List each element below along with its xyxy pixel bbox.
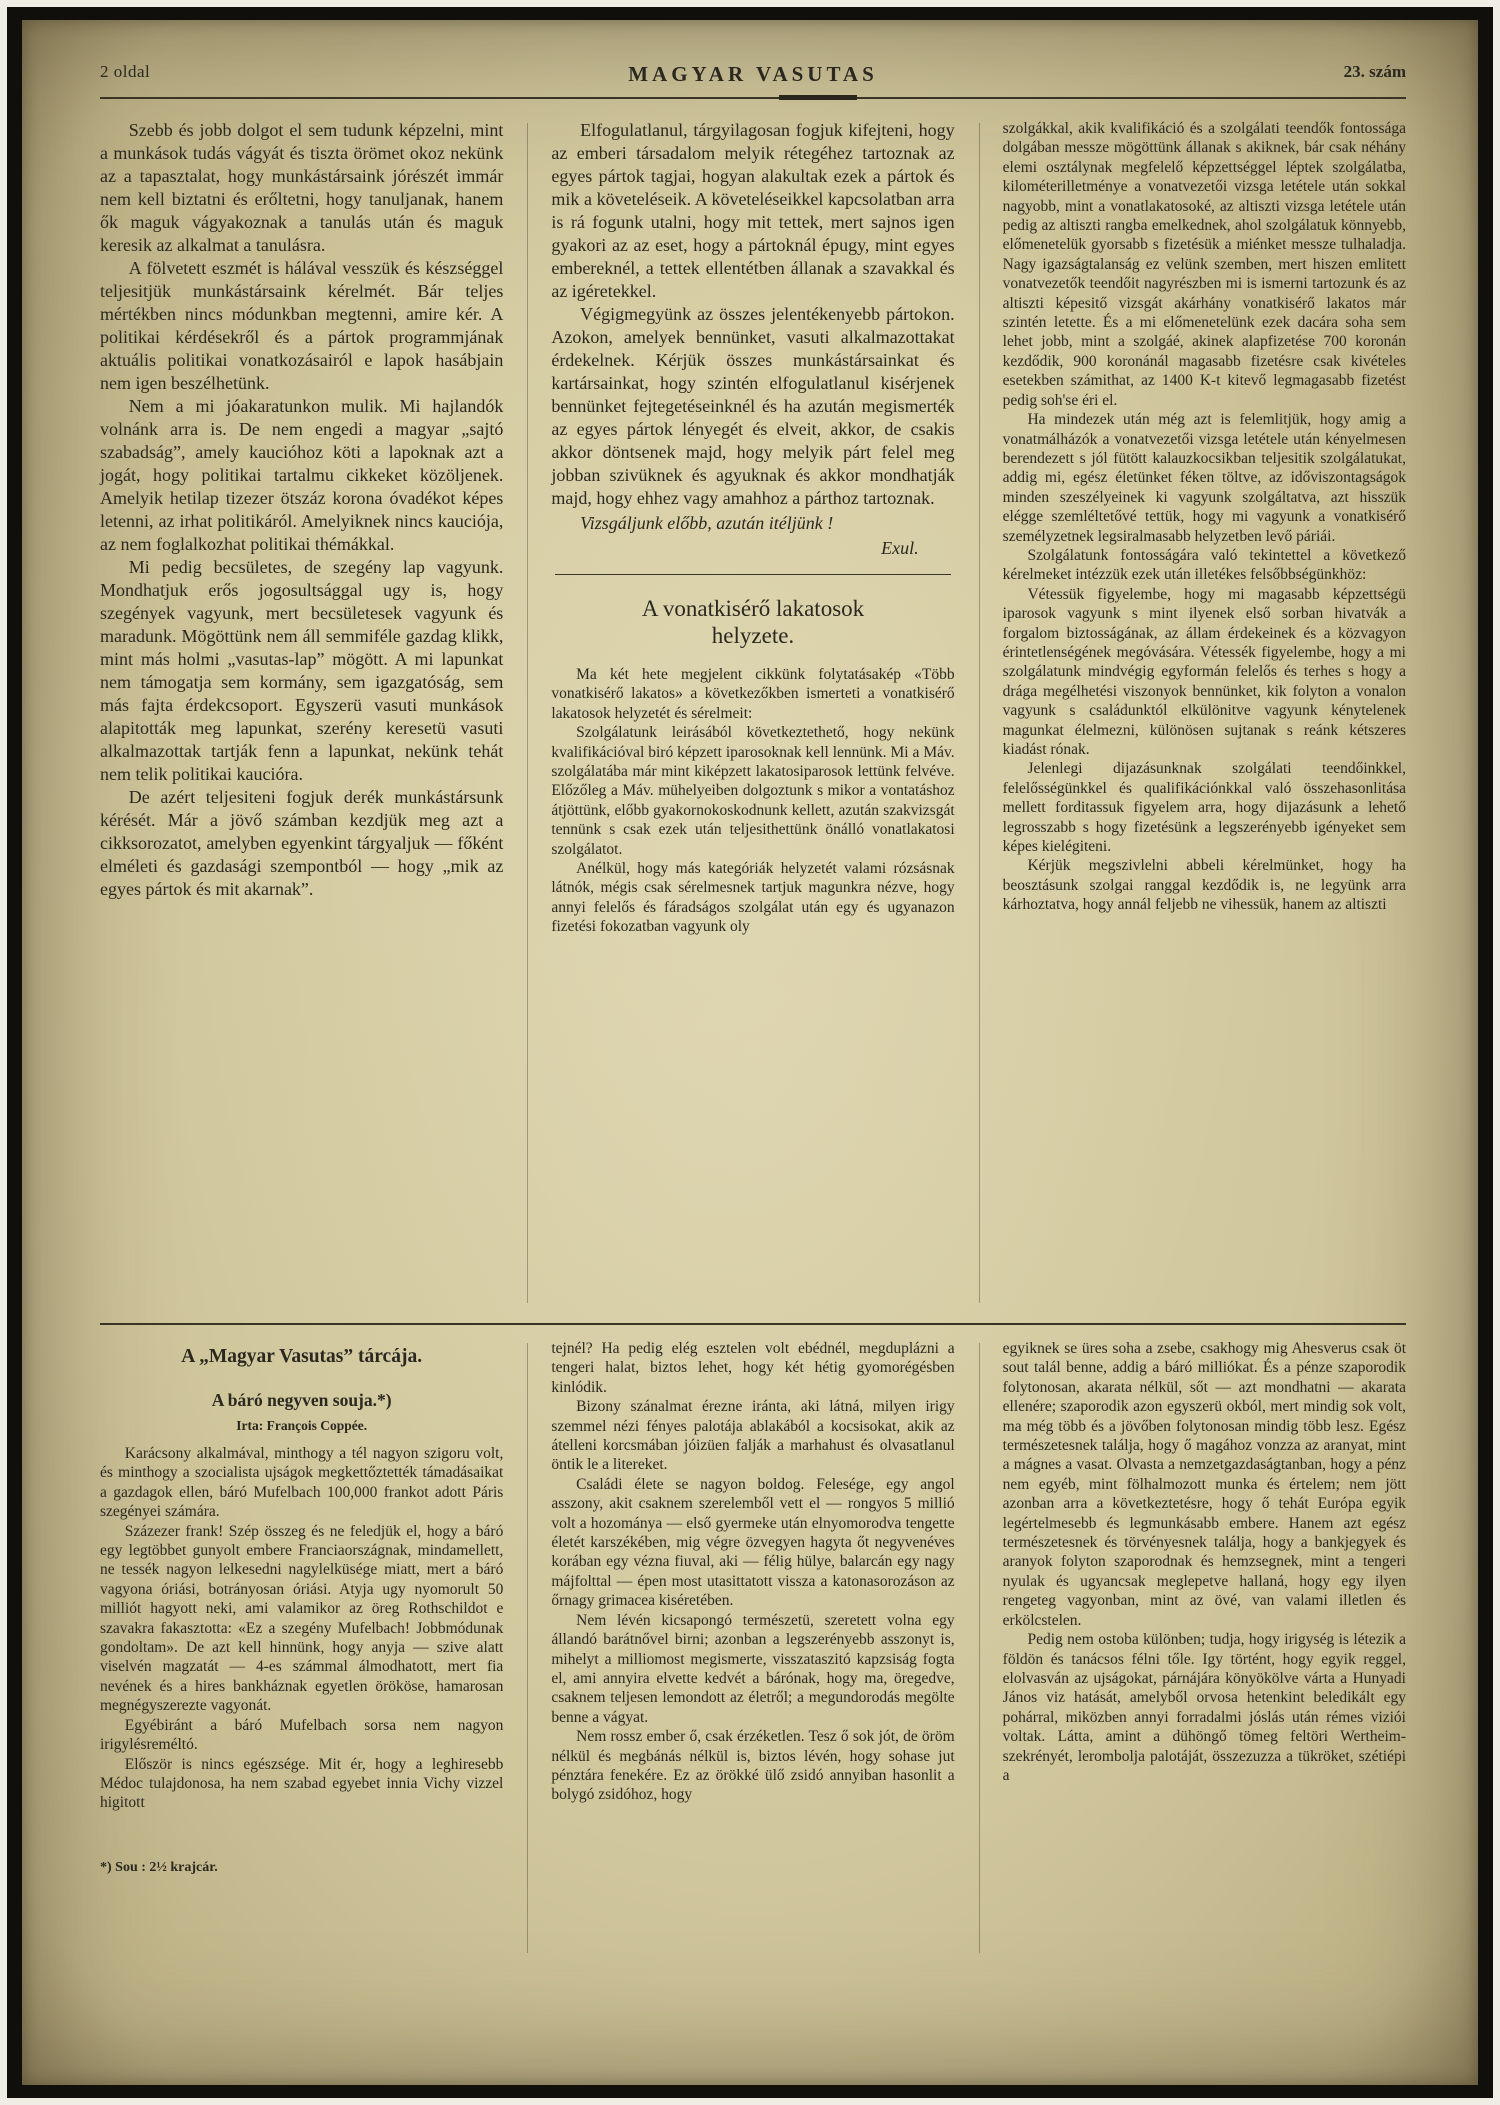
paragraph: Ha mindezek után még azt is felemlitjük, hogy amig a vonatmálházók a vonatvezetői vizsga letétele után kényelmesen berendezett s jól fütött kalauzkocsikban teljesitik szolgálatukat, addig mi, egész életünket féken töltve, az időviszontagságok minden szeszélyeinek ki vagyunk szolgáltatva, azt hisszük elégge szemléltetővé tettük, hogy mi vagyunk a vonatkisérő személyzetnek legsiralmasabb helyzetben levő páriái.	[1002, 411, 1406, 545]
paragraph: tejnél? Ha pedig elég esztelen volt ebédnél, megduplázni a tengeri halat, biztos lehet, hogy két hétig gyomorégésben kinlódik.	[551, 1340, 955, 1396]
paragraph: Százezer frank! Szép összeg és ne feledjük el, hogy a báró egy legtöbbet gunyolt embere Franciaországnak, mindamellett, ne tessék nagyon lelkesedni nagylelküsége miatt, mert a báró vagyona óriási, botrányosan óriási. Atyja ugy nyomorult 50 milliót hagyott neki, ami valamikor az öreg Rothschildot e szavakra fakasztotta: «Ez a szegény Mufelbach! Jobbmódunak gondoltam». De azt kell hinnünk, hogy anyja — szive alatt viselvén magzatát — 4-es számmal álmodhatott, mert fia nevének és a hires bankháznak egyetlen örököse, hamarosan megnégyszerezte vagyonát.	[100, 1522, 504, 1715]
story-paragraphs	[1003, 1339, 1406, 1785]
paragraph: egyiknek se üres soha a zsebe, csakhogy mig Ahesverus csak öt sout talál benne, addig a báró milliókat. És a pénze szaporodik folytonosan, akarata nélkül, sőt — azt mondhatni — akarata ellenére; szaporodik azon egyszerü okból, mert mindig sok volt, ma még több és a jövőben folytonosan mindig több lesz. Egész természetesnek találja, hogy ő magához vonzza az aranyat, mint a mágnes a vasat. Olvasta a nemzetgazdaságtanban, hogy a pénz nem egyéb, mint fölhalmozott munka és értelem; nem jött azonban arra a következtetésre, hogy ő tehát Európa egyik legértelmesebb és legmunkásabb embere. Hanem azt egész természetesnek és törvényesnek találja, hogy a bankjegyek és aranyok folyton szaporodnak és hemzsegnek, mint a tengeri nyulak és ugyancsak meglepetve hallaná, hogy egy ilyen rengeteg vagyonban, mint az övé, van valami illetlen és erkölcstelen.	[1002, 1340, 1406, 1629]
paragraph: Ma két hete megjelent cikkünk folytatásakép «Több vonatkisérő lakatos» a következőkben ismerteti a vonatkisérő lakatosok helyzetét és sérelmeit:	[551, 666, 955, 722]
feuilleton-column-1	[100, 1339, 503, 1959]
article-paragraphs	[551, 665, 954, 937]
paragraph: Végigmegyünk az összes jelentékenyebb pártokon. Azokon, amelyek bennünket, vasuti alkalmazottakat érdekelnek. Kérjük összes munkástársainkat és kartársainkat, hogy szintén elfogulatlanul kisérjenek bennünket fejtegetéseinknél és ha azután megismerték az egyes pártok lényegét és elveit, akkor, de csakis akkor döntsenek majd, hogy melyik párt felel meg jobban szivüknek és agyuknak és akkor mondhatják majd, hogy ehhez vagy amahhoz a párthoz tartoznak.	[551, 304, 955, 508]
editorial-paragraphs	[100, 119, 503, 901]
section-divider-rule	[100, 1323, 1406, 1325]
newspaper-title: MAGYAR VASUTAS	[628, 62, 878, 86]
masthead	[100, 62, 1406, 92]
feuilleton-section-title: A „Magyar Vasutas” tárcája.	[181, 1346, 423, 1367]
paragraph: A fölvetett eszmét is hálával vesszük és készséggel teljesitjük munkástársaink kérelmét. Bár teljes mértékben nincs módunkban megtenni, amire kér. A politikai kérdésekről és a pártok programmjának aktuális politikai vonatkozásairól e lapok hasábjain nem igen beszélhetünk.	[100, 258, 504, 393]
paragraph: Egyébiránt a báró Mufelbach sorsa nem nagyon irigylésreméltó.	[100, 1716, 504, 1754]
main-section	[100, 119, 1406, 1309]
column-rule	[527, 123, 528, 1303]
story-title: A báró negyven souja.*)	[211, 1390, 392, 1410]
paper	[22, 20, 1478, 2085]
paragraph: Nem rossz ember ő, csak érzéketlen. Tesz ő sok jót, de öröm nélkül és megbánás nélkül is, biztos lévén, hogy sohase jut pénztára fenekére. Ez az örökké ülő zsidó annyiban hasonlit a bolygó zsidóhoz, hogy	[551, 1728, 955, 1804]
article-title	[551, 595, 954, 649]
feuilleton-section	[100, 1339, 1406, 1959]
header-rule-wrap	[100, 97, 1406, 105]
paragraph: szolgákkal, akik kvalifikáció és a szolgálati teendők fontossága dolgában messze mögöttünk állanak s akiknek, bár csak néhány elemi osztálynak megfelelő képzettséggel léptek szolgálatba, kilométerilletménye a vonatvezetői vizsga letétele után sokkal nagyobb, mint a vonatlakatosoké, az altiszti vizsga letétele után pedig az altiszti rangba emelkednek, ahol szolgálatuk könnyebb, előmenetelük gyorsabb s fizetésük a miénket messze tulhaladja. Nagy igazságtalanság ez velünk szemben, mert hiszen emlitett vonatvezetők teendőit nagyrészben mi is ismerni tartozunk és az altiszti képesitő vizsgát akárhány vonatkisérő lakatos már szintén letette. És a mi előmenetelünk ezek dacára soha sem lehet jobb, mint a szolgáé, akinek alapfizetése 700 koronán kezdődik, 900 koronánál magasabb fizetésre csak kivételes esetekben számithat, az 1400 K-t kitevő legmagasabb fizetést pedig soh'se éri el.	[1002, 120, 1406, 409]
paragraph: De azért teljesiteni fogjuk derék munkástársunk kérését. Már a jövő számban kezdjük meg azt a cikksorozatot, amelyben egyenkint tárgyaljuk — főként elméleti és gazdasági szempontból — hogy „mik az egyes pártok és mit akarnak”.	[100, 787, 504, 899]
paragraph: Bizony szánalmat érezne iránta, aki látná, milyen irigy szemmel nézi fényes palotája ablakából a kocsisokat, akik az átelleni korcsmában jóizüen falják a marhahust és olvasatlanul öntik le a litereket.	[551, 1398, 955, 1474]
issue-number: 23. szám	[1343, 62, 1406, 81]
author-signature: Exul.	[881, 538, 919, 558]
paragraph: Anélkül, hogy más kategóriák helyzetét valami rózsásnak látnók, mégis csak sérelmesnek tartjuk magunkra nézve, hogy annyi felelős és fáradságos szolgálat után egy és ugyanazon fizetési fokozatban vagyunk oly	[551, 860, 955, 936]
main-column-3	[1003, 119, 1406, 1309]
article-title-line2: helyzete.	[711, 623, 795, 648]
paragraph: Pedig nem ostoba különben; tudja, hogy irigység is létezik a földön és tanácsos félni tőle. Igy történt, hogy egyik reggel, elolvasván az ujságokat, párnájára könyökölve várta a Hunyadi János viz hatását, amelyből orvosa hetenkint beledikált egy pohárral, miközben annyi forradalmi jóslás után rémes viziói voltak. Látta, amint a dühöngő tömeg feltöri Wertheim-szekrényét, lerombolja palotáját, összezuzza a tükröket, szétiépi a	[1002, 1631, 1406, 1784]
story-paragraphs	[551, 1339, 954, 1805]
column-rule	[979, 1343, 980, 1953]
paragraph: Karácsony alkalmával, minthogy a tél nagyon szigoru volt, és minthogy a szocialista ujságok megkettőztették támadásaikat a gazdagok ellen, báró Mufelbach 100,000 frankot adott Páris szegényei számára.	[100, 1445, 504, 1521]
editorial-paragraphs	[551, 119, 954, 510]
article-divider-rule	[555, 574, 950, 575]
paragraph: Elfogulatlanul, tárgyilagosan fogjuk kifejteni, hogy az emberi társadalom melyik rétegéhez tartoznak az egyes pártok tagjai, hogyan alakultak ezek a pártok és mik a követeléseik. A követeléseikkel kapcsolatban arra is rá fogunk utalni, hogy mit tettek, mert sajnos igen gyakori az az eset, hogy a pártoknál épugy, mint egyes embereknél, a tettek ellentétben állanak a szavakkal és az igéretekkel.	[551, 120, 955, 301]
feuilleton-column-3	[1003, 1339, 1406, 1959]
main-column-1	[100, 119, 503, 1309]
story-paragraphs	[100, 1444, 503, 1813]
paragraph: Nem lévén kicsapongó természetü, szeretett volna egy állandó barátnővel birni; azonban a legszerényebb asszonyt is, mihelyt a milliomost megismerte, visszataszitó kapzsiság fogta el, ami annyira elvette kedvét a bárónak, hogy ma, öregedve, csaknem teljesen lemondott az életről; a megundorodás megölte benne a vágyat.	[551, 1611, 955, 1726]
article-paragraphs	[1003, 119, 1406, 915]
story-footnote: *) Sou : 2½ krajcár.	[100, 1859, 218, 1875]
paragraph: Szolgálatunk fontosságára való tekintettel a következő kérelmeket intézzük ezek után illetékes felsőbbségünkhöz:	[1002, 546, 1406, 584]
paragraph: Nem a mi jóakaratunkon mulik. Mi hajlandók volnánk arra is. De nem engedi a magyar „sajtó szabadság”, amely kaucióhoz köti a lapoknak azt a jogát, hogy politikai tartalmu cikkeket közöljenek. Amelyik hetilap tizezer ötszáz korona óvadékot képes letenni, az irhat politikáról. Amelyiknek nincs kauciója, az nem foglalkozhat politikai thémákkal.	[100, 396, 504, 554]
main-column-2	[551, 119, 954, 1309]
column-rule	[979, 123, 980, 1303]
paragraph: Vétessük figyelembe, hogy mi magasabb képzettségü iparosok vagyunk s mint ilyenek első sorban hivatvák a forgalom biztosságának, az állam érdekeinek és a közvagyon érintetlenségének megóvására. Vétessék figyelembe, hogy a mi szolgálatunk mindvégig egyformán felelős és terhes s hogy a drága megélhetési viszonyok bennünket, kik folyton a vonalon vagyunk s családunktól elkülönitve vagyunk kénytelenek magunkat élelmezni, különösen sujtanak s reánk kétszeres kiadást rónak.	[1002, 585, 1406, 758]
paragraph: Szebb és jobb dolgot el sem tudunk képzelni, mint a munkások tudás vágyát és tiszta örömet okoz nekünk az a tapasztalat, hogy munkástársaink jórészét immár nem kell biztatni és erőltetni, hogy tanuljanak, hanem ők maguk vágyakoznak a tanulás után és maguk keresik az alkalmat a tanulásra.	[100, 120, 504, 255]
paragraph: Jelenlegi dijazásunknak szolgálati teendőinkkel, felelősségünkkel és qualifikációnkkal való összehasonlitása mellett forditassuk figyelem arra, hogy dijazásunk a lehető legrosszabb s hogy fizetésünk a legszerényebb igényeket sem képes kielégiteni.	[1002, 760, 1406, 856]
column-rule	[527, 1343, 528, 1953]
paragraph: Szolgálatunk leirásából következtethető, hogy nekünk kvalifikációval biró képzett iparosoknak kell lennünk. Mi a Máv. szolgálatába már mint kiképzett lakatosiparosok lettünk felvéve. Előzőleg a Máv. mühelyeiben dolgoztunk s mikor a vontatáshoz átjöttünk, előbb gyakornokoskodnunk kellett, azután szakvizsgát tennünk s csak ezek után teljesithettünk önálló vonatlakatosi szolgálatot.	[551, 724, 955, 858]
story-byline: Irta: François Coppée.	[236, 1418, 368, 1433]
page-number: 2 oldal	[100, 62, 151, 81]
article-title-line1: A vonatkisérő lakatosok	[641, 596, 865, 621]
paragraph: Családi élete se nagyon boldog. Felesége, egy angol asszony, akit csaknem szerelemből vett el — rongyos 5 millió volt a hozománya — első gyermeke után elnyomorodva tengette életét karszékében, mig végre özvegyen hagyta őt negyvenéves korában egy vézna fiuval, aki — félig hülye, balarcán egy nagy májfolttal — épen most utasittatott vissza a katonasorozáson az őrnagy grimacea kiséretében.	[551, 1475, 955, 1610]
header-ornament-dash	[779, 95, 857, 100]
header-rule	[100, 97, 1406, 99]
closing-line: Vizsgáljunk előbb, azután itéljünk !	[580, 513, 834, 533]
feuilleton-column-2	[551, 1339, 954, 1959]
paragraph: Mi pedig becsületes, de szegény lap vagyunk. Mondhatjuk erős jogosultsággal ugy is, hogy szegények vagyunk, mert becsületesek vagyunk és maradunk. Mögöttünk nem áll semmiféle gazdag klikk, mint más holmi „vasutas-lap” mögött. A mi lapunkat nem támogatja sem kormány, sem igazgatóság, sem más fajta érdekcsoport. Egyszerü vasuti munkások alapitották meg lapunkat, szerény keresetü vasuti alkalmazottak tartják fenn a lapunkat, nekünk tehát nem telik politikai kaucióra.	[100, 557, 504, 784]
paragraph: Először is nincs egészsége. Mit ér, hogy a leghiresebb Médoc tulajdonosa, ha nem szabad egyebet innia Vichy vizzel higitott	[100, 1755, 504, 1812]
paragraph: Kérjük megszivlelni abbeli kérelmünket, hogy ha beosztásunk szolgai ranggal kezdődik is, ne legyünk arra kárhoztatva, hogy annál feljebb ne vihessük, hanem az altiszti	[1002, 857, 1406, 914]
